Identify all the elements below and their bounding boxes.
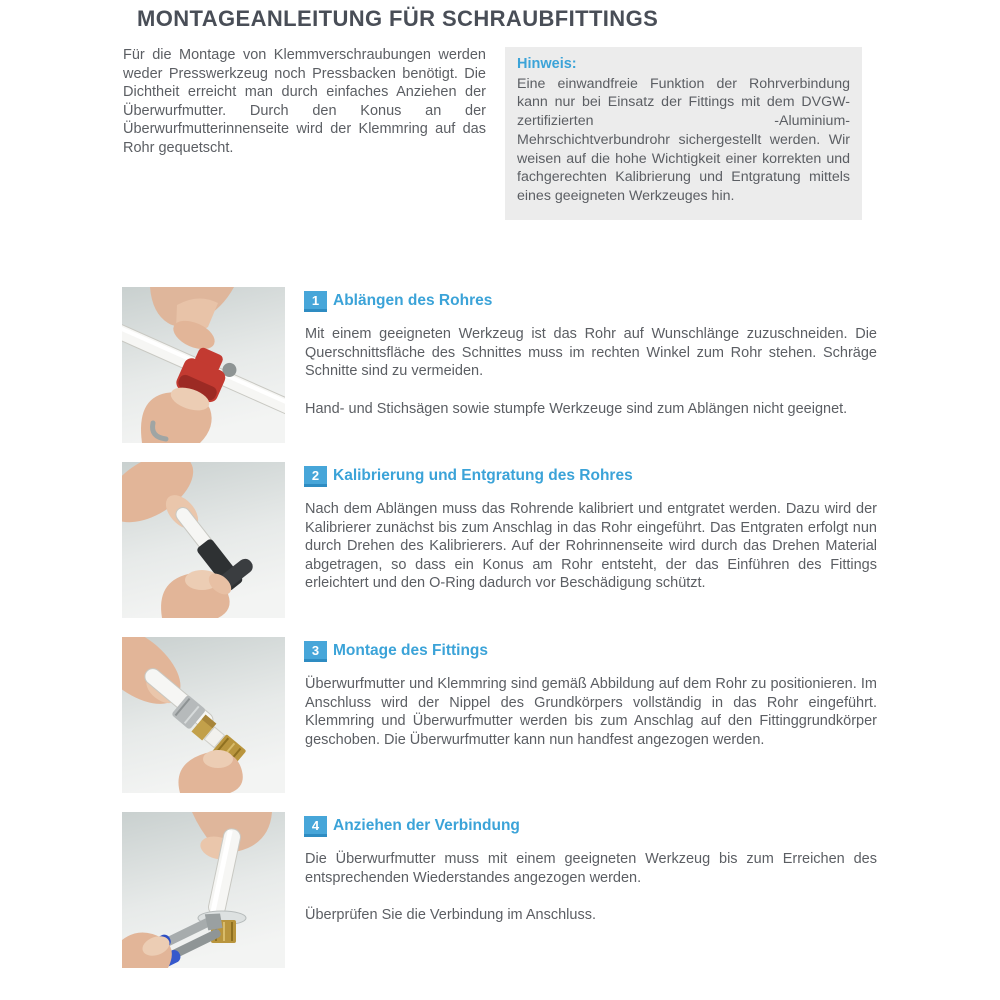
step-body xyxy=(305,500,877,593)
tightening-connection-photo xyxy=(122,812,285,968)
step-body xyxy=(305,675,877,749)
step-section-1 xyxy=(0,287,1000,462)
pipe-calibration-photo xyxy=(122,462,285,618)
note-label: Hinweis: xyxy=(517,56,577,72)
page-title: MONTAGEANLEITUNG FÜR SCHRAUBFITTINGS xyxy=(137,6,659,31)
step-body xyxy=(305,325,877,418)
note-body: Eine einwandfreie Funktion der Rohrverbindung kann nur bei Einsatz der Fittings mit dem DVGW-zertifizierten -Aluminium-Mehrschichtverbundrohr sichergestellt werden. Wir weisen auf die hohe Wichtigkeit einer korrekten und fachgerechten Kalibrierung und Entgratung mittels eines geeigneten Werkzeuges hin. xyxy=(517,75,850,204)
step-paragraph: Überwurfmutter und Klemmring sind gemäß Abbildung auf dem Rohr zu positionieren. Im Anschluss wird der Nippel des Grundkörpers vollständig in das Rohr eingeführt. Klemmring und Überwurfmutter werden bis zum Anschlag auf den Fittinggrundkörper geschoben. Die Überwurfmutter kann nun handfest angezogen werden. xyxy=(305,676,877,748)
step-paragraph: Überprüfen Sie die Verbindung im Anschluss. xyxy=(305,907,596,924)
step-title: Montage des Fittings xyxy=(333,642,488,659)
fitting-assembly-photo xyxy=(122,637,285,793)
step-title: Anziehen der Verbindung xyxy=(333,817,520,834)
step-paragraph: Nach dem Ablängen muss das Rohrende kalibriert und entgratet werden. Dazu wird der Kalibrierer zunächst bis zum Anschlag in das Rohr eingeführt. Das Entgraten erfolgt nun durch Drehen des Kalibrierers. Auf der Rohrinnenseite wird durch das Drehen Material abgetragen, so dass ein Konus am Rohr entsteht, der das Einführen des Fittings erleichtert und den O-Ring dadurch vor Beschädigung schützt. xyxy=(305,501,877,592)
step-section-2 xyxy=(0,462,1000,637)
step-title: Ablängen des Rohres xyxy=(333,292,493,309)
step-paragraph: Die Überwurfmutter muss mit einem geeigneten Werkzeug bis zum Erreichen des entsprechenden Wiederstandes angezogen werden. xyxy=(305,851,877,886)
step-section-4 xyxy=(0,812,1000,987)
step-title: Kalibrierung und Entgratung des Rohres xyxy=(333,467,633,484)
step-number-badge: 3 xyxy=(304,641,327,662)
step-number-badge: 2 xyxy=(304,466,327,487)
step-body xyxy=(305,850,877,925)
intro-paragraph: Für die Montage von Klemmverschraubungen werden weder Presswerkzeug noch Pressbacken benötigt. Die Dichtheit erreicht man durch einfaches Anziehen der Überwurfmutter. Durch den Konus an der Überwurfmutterinnenseite wird der Klemmring auf das Rohr gequetscht. xyxy=(123,47,486,156)
step-number-badge: 4 xyxy=(304,816,327,837)
step-paragraph: Hand- und Stichsägen sowie stumpfe Werkzeuge sind zum Ablängen nicht geeignet. xyxy=(305,400,848,417)
step-section-3 xyxy=(0,637,1000,812)
note-box xyxy=(505,47,862,220)
step-paragraph: Mit einem geeigneten Werkzeug ist das Rohr auf Wunschlänge zuzuschneiden. Die Querschnittsfläche des Schnittes muss im rechten Winkel zum Rohr stehen. Schräge Schnitte sind zu vermeiden. xyxy=(305,326,877,380)
pipe-cutting-photo xyxy=(122,287,285,443)
step-number-badge: 1 xyxy=(304,291,327,312)
